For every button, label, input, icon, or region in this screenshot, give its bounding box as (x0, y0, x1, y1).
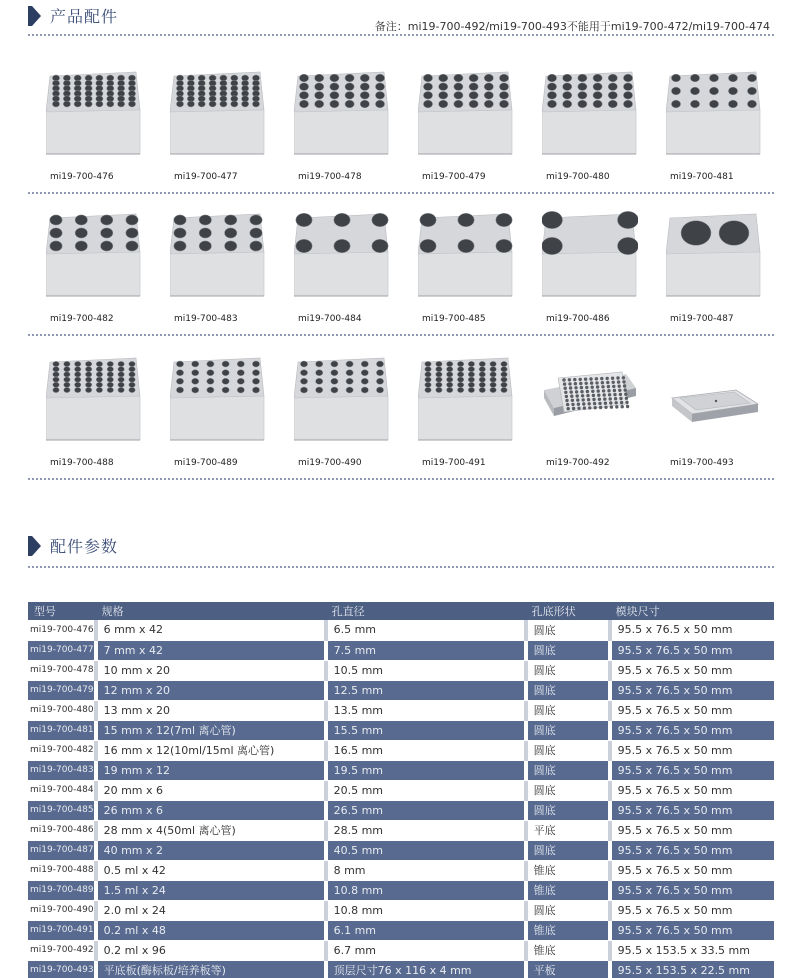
cell-bottom-shape: 圆底 (526, 720, 610, 740)
cell-hole-diameter: 8 mm (326, 860, 526, 880)
product-row (28, 200, 774, 340)
cell-bottom-shape: 圆底 (526, 700, 610, 720)
product-card (648, 344, 772, 484)
product-card (400, 344, 524, 484)
cell-spec: 19 mm x 12 (96, 760, 326, 780)
cell-model: mi19-700-478 (28, 660, 96, 680)
divider (28, 34, 774, 36)
heating-block-image (170, 66, 266, 158)
product-label: mi19-700-491 (422, 458, 486, 468)
cell-spec: 0.2 ml x 48 (96, 920, 326, 940)
cell-hole-diameter: 16.5 mm (326, 740, 526, 760)
table-row (28, 640, 774, 660)
cell-hole-diameter: 6.1 mm (326, 920, 526, 940)
product-card (152, 58, 276, 198)
cell-model: mi19-700-485 (28, 800, 96, 820)
heating-block-image (418, 352, 514, 444)
cell-spec: 2.0 ml x 24 (96, 900, 326, 920)
cell-bottom-shape: 圆底 (526, 740, 610, 760)
cell-spec: 28 mm x 4(50ml 离心管) (96, 820, 326, 840)
product-label: mi19-700-484 (298, 314, 362, 324)
cell-block-size: 95.5 x 76.5 x 50 mm (610, 760, 774, 780)
cell-spec: 0.2 ml x 96 (96, 940, 326, 960)
table-row (28, 700, 774, 720)
section-marker-icon (28, 536, 42, 556)
cell-hole-diameter: 6.7 mm (326, 940, 526, 960)
table-header-row (28, 602, 774, 620)
cell-block-size: 95.5 x 76.5 x 50 mm (610, 640, 774, 660)
cell-bottom-shape: 锥底 (526, 880, 610, 900)
product-card (28, 200, 152, 340)
header-block-size: 模块尺寸 (610, 602, 774, 620)
table-row (28, 820, 774, 840)
cell-block-size: 95.5 x 76.5 x 50 mm (610, 780, 774, 800)
table-row (28, 780, 774, 800)
cell-spec: 平底板(酶标板/培养板等) (96, 960, 326, 978)
heating-block-image (294, 208, 390, 300)
cell-bottom-shape: 锥底 (526, 920, 610, 940)
cell-model: mi19-700-484 (28, 780, 96, 800)
heating-block-image (666, 352, 762, 444)
table-row (28, 960, 774, 978)
cell-bottom-shape: 圆底 (526, 840, 610, 860)
cell-hole-diameter: 15.5 mm (326, 720, 526, 740)
table-row (28, 720, 774, 740)
product-card (152, 344, 276, 484)
cell-bottom-shape: 平底 (526, 820, 610, 840)
table-row (28, 740, 774, 760)
product-label: mi19-700-489 (174, 458, 238, 468)
product-label: mi19-700-476 (50, 172, 114, 182)
table-row (28, 880, 774, 900)
cell-spec: 7 mm x 42 (96, 640, 326, 660)
product-card (400, 58, 524, 198)
cell-hole-diameter: 10.8 mm (326, 880, 526, 900)
cell-block-size: 95.5 x 76.5 x 50 mm (610, 620, 774, 640)
cell-hole-diameter: 6.5 mm (326, 620, 526, 640)
cell-hole-diameter: 10.5 mm (326, 660, 526, 680)
cell-block-size: 95.5 x 153.5 x 33.5 mm (610, 940, 774, 960)
section-title: 配件参数 (50, 537, 119, 556)
cell-hole-diameter: 26.5 mm (326, 800, 526, 820)
table-row (28, 920, 774, 940)
product-label: mi19-700-477 (174, 172, 238, 182)
product-label: mi19-700-490 (298, 458, 362, 468)
cell-model: mi19-700-480 (28, 700, 96, 720)
cell-model: mi19-700-476 (28, 620, 96, 640)
product-label: mi19-700-485 (422, 314, 486, 324)
cell-bottom-shape: 圆底 (526, 780, 610, 800)
cell-bottom-shape: 圆底 (526, 640, 610, 660)
cell-model: mi19-700-481 (28, 720, 96, 740)
compatibility-note: 备注：mi19-700-492/mi19-700-493不能用于mi19-700-472/mi19-700-474 (374, 20, 770, 33)
cell-spec: 0.5 ml x 42 (96, 860, 326, 880)
section-header-specs (28, 534, 118, 557)
section-marker-icon (28, 6, 42, 26)
heating-block-image (418, 208, 514, 300)
table-row (28, 620, 774, 640)
product-card (28, 58, 152, 198)
cell-model: mi19-700-487 (28, 840, 96, 860)
cell-bottom-shape: 圆底 (526, 900, 610, 920)
divider (28, 334, 774, 336)
cell-hole-diameter: 7.5 mm (326, 640, 526, 660)
product-card (648, 58, 772, 198)
table-row (28, 840, 774, 860)
cell-spec: 1.5 ml x 24 (96, 880, 326, 900)
heating-block-image (542, 352, 638, 444)
divider (28, 478, 774, 480)
cell-bottom-shape: 圆底 (526, 760, 610, 780)
cell-block-size: 95.5 x 76.5 x 50 mm (610, 660, 774, 680)
cell-block-size: 95.5 x 76.5 x 50 mm (610, 860, 774, 880)
cell-bottom-shape: 圆底 (526, 620, 610, 640)
cell-spec: 26 mm x 6 (96, 800, 326, 820)
product-row (28, 344, 774, 484)
cell-spec: 15 mm x 12(7ml 离心管) (96, 720, 326, 740)
heating-block-image (418, 66, 514, 158)
cell-block-size: 95.5 x 153.5 x 22.5 mm (610, 960, 774, 978)
cell-bottom-shape: 圆底 (526, 680, 610, 700)
cell-model: mi19-700-486 (28, 820, 96, 840)
product-card (524, 344, 648, 484)
heating-block-image (46, 66, 142, 158)
cell-hole-diameter: 10.8 mm (326, 900, 526, 920)
cell-model: mi19-700-492 (28, 940, 96, 960)
cell-hole-diameter: 19.5 mm (326, 760, 526, 780)
product-card (28, 344, 152, 484)
cell-block-size: 95.5 x 76.5 x 50 mm (610, 800, 774, 820)
cell-spec: 40 mm x 2 (96, 840, 326, 860)
cell-block-size: 95.5 x 76.5 x 50 mm (610, 900, 774, 920)
cell-model: mi19-700-490 (28, 900, 96, 920)
cell-bottom-shape: 圆底 (526, 800, 610, 820)
product-card (400, 200, 524, 340)
heating-block-image (170, 352, 266, 444)
cell-spec: 20 mm x 6 (96, 780, 326, 800)
table-row (28, 940, 774, 960)
cell-model: mi19-700-491 (28, 920, 96, 940)
heating-block-image (666, 66, 762, 158)
product-card (648, 200, 772, 340)
cell-model: mi19-700-493 (28, 960, 96, 978)
product-card (276, 200, 400, 340)
header-hole-diameter: 孔直径 (326, 602, 526, 620)
table-row (28, 860, 774, 880)
cell-hole-diameter: 40.5 mm (326, 840, 526, 860)
divider (28, 566, 774, 568)
product-card (276, 58, 400, 198)
cell-block-size: 95.5 x 76.5 x 50 mm (610, 680, 774, 700)
heating-block-image (542, 208, 638, 300)
product-card (152, 200, 276, 340)
cell-model: mi19-700-489 (28, 880, 96, 900)
table-row (28, 900, 774, 920)
cell-spec: 10 mm x 20 (96, 660, 326, 680)
heating-block-image (294, 352, 390, 444)
product-label: mi19-700-483 (174, 314, 238, 324)
product-card (524, 200, 648, 340)
cell-block-size: 95.5 x 76.5 x 50 mm (610, 840, 774, 860)
cell-block-size: 95.5 x 76.5 x 50 mm (610, 700, 774, 720)
product-label: mi19-700-478 (298, 172, 362, 182)
cell-bottom-shape: 平板 (526, 960, 610, 978)
product-card (276, 344, 400, 484)
spec-table (28, 602, 774, 978)
product-card (524, 58, 648, 198)
product-label: mi19-700-487 (670, 314, 734, 324)
cell-spec: 12 mm x 20 (96, 680, 326, 700)
table-row (28, 800, 774, 820)
table-row (28, 660, 774, 680)
cell-spec: 13 mm x 20 (96, 700, 326, 720)
product-label: mi19-700-493 (670, 458, 734, 468)
product-row (28, 58, 774, 198)
product-label: mi19-700-482 (50, 314, 114, 324)
heating-block-image (170, 208, 266, 300)
header-bottom-shape: 孔底形状 (526, 602, 610, 620)
cell-bottom-shape: 锥底 (526, 860, 610, 880)
cell-model: mi19-700-479 (28, 680, 96, 700)
cell-hole-diameter: 20.5 mm (326, 780, 526, 800)
heating-block-image (294, 66, 390, 158)
cell-hole-diameter: 12.5 mm (326, 680, 526, 700)
section-header-products (28, 4, 118, 27)
cell-hole-diameter: 顶层尺寸76 x 116 x 4 mm (326, 960, 526, 978)
cell-model: mi19-700-488 (28, 860, 96, 880)
cell-spec: 16 mm x 12(10ml/15ml 离心管) (96, 740, 326, 760)
cell-model: mi19-700-483 (28, 760, 96, 780)
heating-block-image (542, 66, 638, 158)
divider (28, 192, 774, 194)
header-model: 型号 (28, 602, 96, 620)
heating-block-image (46, 352, 142, 444)
table-row (28, 680, 774, 700)
cell-hole-diameter: 13.5 mm (326, 700, 526, 720)
cell-bottom-shape: 圆底 (526, 660, 610, 680)
product-label: mi19-700-480 (546, 172, 610, 182)
product-label: mi19-700-486 (546, 314, 610, 324)
product-label: mi19-700-479 (422, 172, 486, 182)
table-row (28, 760, 774, 780)
section-title: 产品配件 (50, 7, 119, 26)
cell-block-size: 95.5 x 76.5 x 50 mm (610, 920, 774, 940)
product-label: mi19-700-488 (50, 458, 114, 468)
cell-block-size: 95.5 x 76.5 x 50 mm (610, 820, 774, 840)
cell-block-size: 95.5 x 76.5 x 50 mm (610, 720, 774, 740)
product-label: mi19-700-481 (670, 172, 734, 182)
product-label: mi19-700-492 (546, 458, 610, 468)
cell-block-size: 95.5 x 76.5 x 50 mm (610, 880, 774, 900)
cell-block-size: 95.5 x 76.5 x 50 mm (610, 740, 774, 760)
cell-bottom-shape: 锥底 (526, 940, 610, 960)
cell-hole-diameter: 28.5 mm (326, 820, 526, 840)
cell-model: mi19-700-477 (28, 640, 96, 660)
cell-model: mi19-700-482 (28, 740, 96, 760)
header-spec: 规格 (96, 602, 326, 620)
heating-block-image (666, 208, 762, 300)
heating-block-image (46, 208, 142, 300)
cell-spec: 6 mm x 42 (96, 620, 326, 640)
